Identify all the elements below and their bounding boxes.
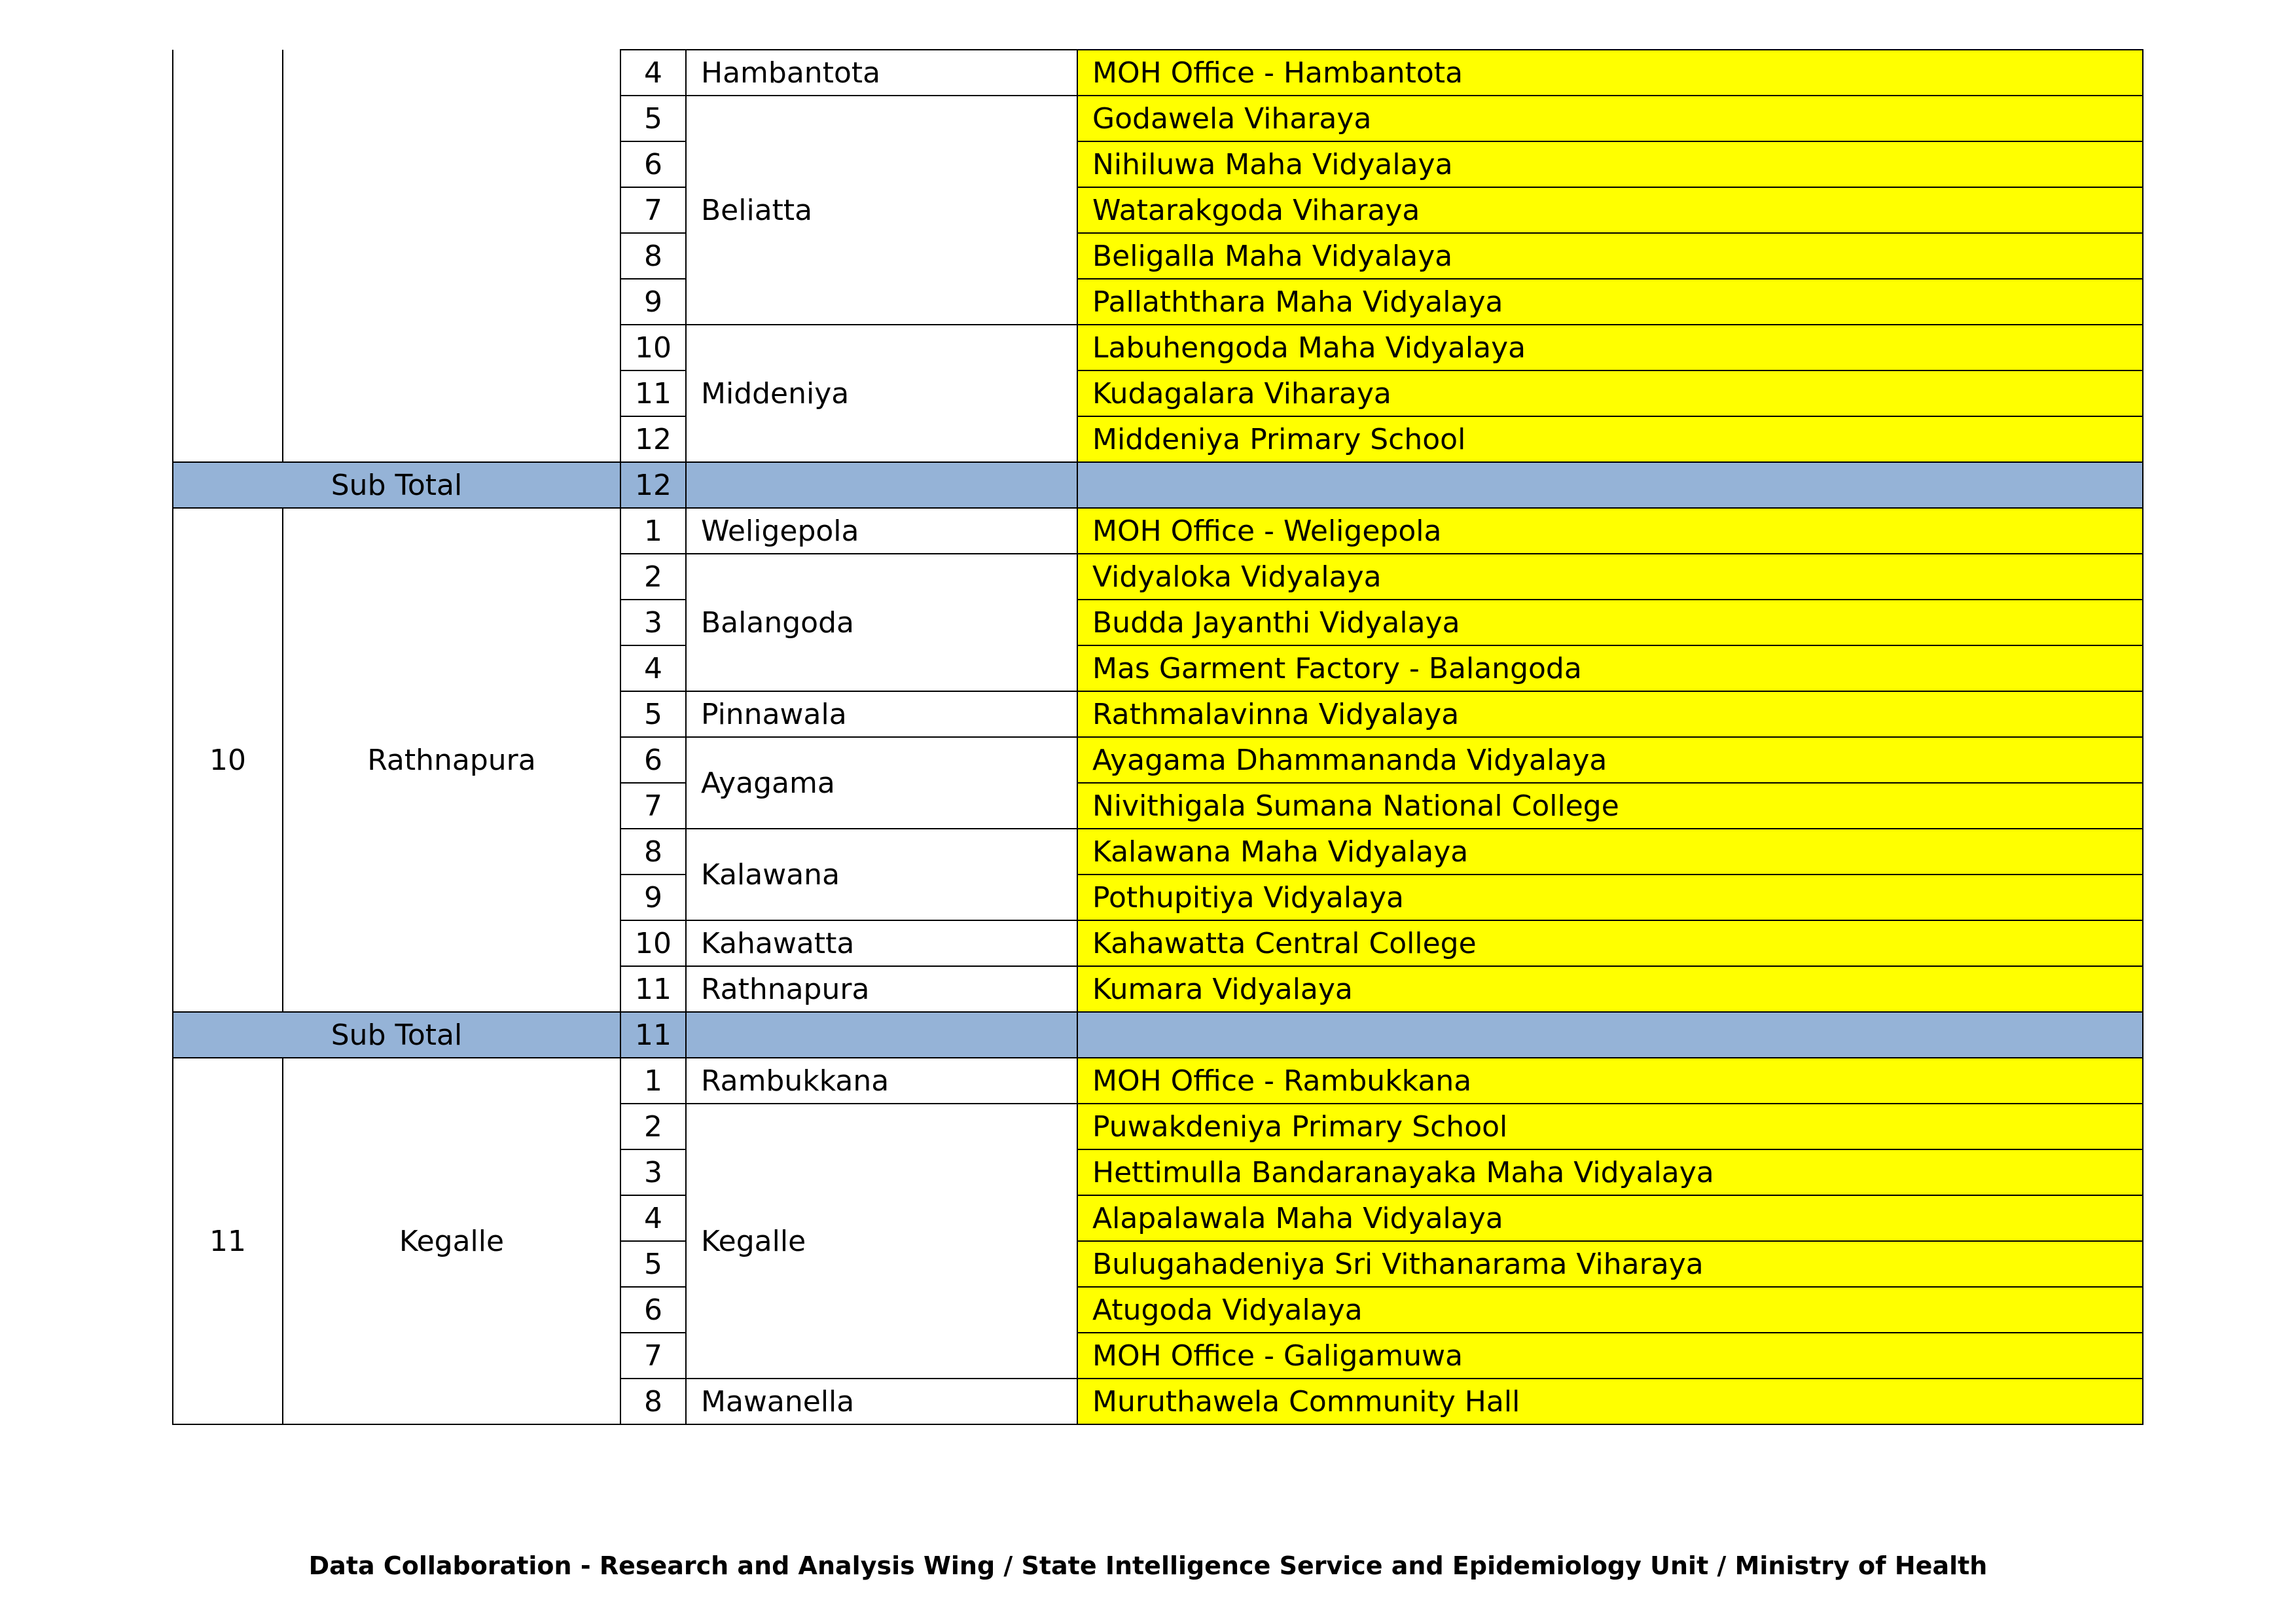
moh-area: Balangoda — [686, 554, 1077, 691]
subtotal-row — [173, 462, 2143, 508]
centre-location: Kahawatta Central College — [1077, 920, 2143, 966]
table-row — [173, 1058, 2143, 1104]
district-name — [283, 50, 620, 462]
row-index: 8 — [620, 1379, 686, 1424]
row-index: 8 — [620, 829, 686, 875]
centre-location: MOH Office - Hambantota — [1077, 50, 2143, 96]
subtotal-value: 12 — [620, 462, 686, 508]
centre-location: Rathmalavinna Vidyalaya — [1077, 691, 2143, 737]
row-index: 4 — [620, 1195, 686, 1241]
centre-location: Kudagalara Viharaya — [1077, 370, 2143, 416]
centre-location: Godawela Viharaya — [1077, 96, 2143, 141]
centre-location: Pallaththara Maha Vidyalaya — [1077, 279, 2143, 325]
subtotal-label: Sub Total — [173, 462, 620, 508]
centre-location: MOH Office - Galigamuwa — [1077, 1333, 2143, 1379]
subtotal-label: Sub Total — [173, 1012, 620, 1058]
centre-location: MOH Office - Weligepola — [1077, 508, 2143, 554]
moh-area: Kalawana — [686, 829, 1077, 920]
centre-location: Muruthawela Community Hall — [1077, 1379, 2143, 1424]
subtotal-blank — [1077, 1012, 2143, 1058]
row-index: 2 — [620, 1104, 686, 1149]
centre-location: Budda Jayanthi Vidyalaya — [1077, 600, 2143, 645]
footer-credit: Data Collaboration - Research and Analysis Wing / State Intelligence Service and Epidemiology Unit / Ministry of Health — [308, 1551, 1988, 1580]
moh-area: Hambantota — [686, 50, 1077, 96]
centre-location: Bulugahadeniya Sri Vithanarama Viharaya — [1077, 1241, 2143, 1287]
centre-location: Puwakdeniya Primary School — [1077, 1104, 2143, 1149]
centre-location: Vidyaloka Vidyalaya — [1077, 554, 2143, 600]
row-index: 6 — [620, 141, 686, 187]
district-number: 10 — [173, 508, 283, 1012]
row-index: 11 — [620, 370, 686, 416]
moh-area: Kegalle — [686, 1104, 1077, 1379]
row-index: 7 — [620, 1333, 686, 1379]
centre-location: Mas Garment Factory - Balangoda — [1077, 645, 2143, 691]
moh-area: Pinnawala — [686, 691, 1077, 737]
subtotal-value: 11 — [620, 1012, 686, 1058]
centre-location: Nivithigala Sumana National College — [1077, 783, 2143, 829]
district-number: 11 — [173, 1058, 283, 1424]
row-index: 7 — [620, 783, 686, 829]
centre-location: MOH Office - Rambukkana — [1077, 1058, 2143, 1104]
subtotal-blank — [1077, 462, 2143, 508]
centre-location: Pothupitiya Vidyalaya — [1077, 875, 2143, 920]
row-index: 5 — [620, 691, 686, 737]
centre-location: Atugoda Vidyalaya — [1077, 1287, 2143, 1333]
table-row — [173, 50, 2143, 96]
moh-area: Middeniya — [686, 325, 1077, 462]
moh-area: Kahawatta — [686, 920, 1077, 966]
moh-area: Weligepola — [686, 508, 1077, 554]
vaccination-centres-table — [172, 49, 2144, 1425]
row-index: 3 — [620, 600, 686, 645]
moh-area: Rambukkana — [686, 1058, 1077, 1104]
row-index: 4 — [620, 50, 686, 96]
centre-location: Watarakgoda Viharaya — [1077, 187, 2143, 233]
row-index: 9 — [620, 279, 686, 325]
row-index: 1 — [620, 1058, 686, 1104]
row-index: 12 — [620, 416, 686, 462]
row-index: 2 — [620, 554, 686, 600]
centre-location: Beligalla Maha Vidyalaya — [1077, 233, 2143, 279]
row-index: 9 — [620, 875, 686, 920]
row-index: 5 — [620, 1241, 686, 1287]
centre-location: Middeniya Primary School — [1077, 416, 2143, 462]
row-index: 10 — [620, 920, 686, 966]
centre-location: Ayagama Dhammananda Vidyalaya — [1077, 737, 2143, 783]
district-name: Kegalle — [283, 1058, 620, 1424]
centre-location: Nihiluwa Maha Vidyalaya — [1077, 141, 2143, 187]
row-index: 6 — [620, 1287, 686, 1333]
district-name: Rathnapura — [283, 508, 620, 1012]
row-index: 8 — [620, 233, 686, 279]
centre-location: Kumara Vidyalaya — [1077, 966, 2143, 1012]
row-index: 1 — [620, 508, 686, 554]
moh-area: Beliatta — [686, 96, 1077, 325]
row-index: 11 — [620, 966, 686, 1012]
moh-area: Rathnapura — [686, 966, 1077, 1012]
subtotal-row — [173, 1012, 2143, 1058]
centre-location: Hettimulla Bandaranayaka Maha Vidyalaya — [1077, 1149, 2143, 1195]
moh-area: Mawanella — [686, 1379, 1077, 1424]
centre-location: Labuhengoda Maha Vidyalaya — [1077, 325, 2143, 370]
centre-location: Alapalawala Maha Vidyalaya — [1077, 1195, 2143, 1241]
row-index: 3 — [620, 1149, 686, 1195]
subtotal-blank — [686, 1012, 1077, 1058]
centre-location: Kalawana Maha Vidyalaya — [1077, 829, 2143, 875]
row-index: 10 — [620, 325, 686, 370]
district-number — [173, 50, 283, 462]
moh-area: Ayagama — [686, 737, 1077, 829]
subtotal-blank — [686, 462, 1077, 508]
row-index: 5 — [620, 96, 686, 141]
row-index: 6 — [620, 737, 686, 783]
table-row — [173, 508, 2143, 554]
row-index: 4 — [620, 645, 686, 691]
row-index: 7 — [620, 187, 686, 233]
